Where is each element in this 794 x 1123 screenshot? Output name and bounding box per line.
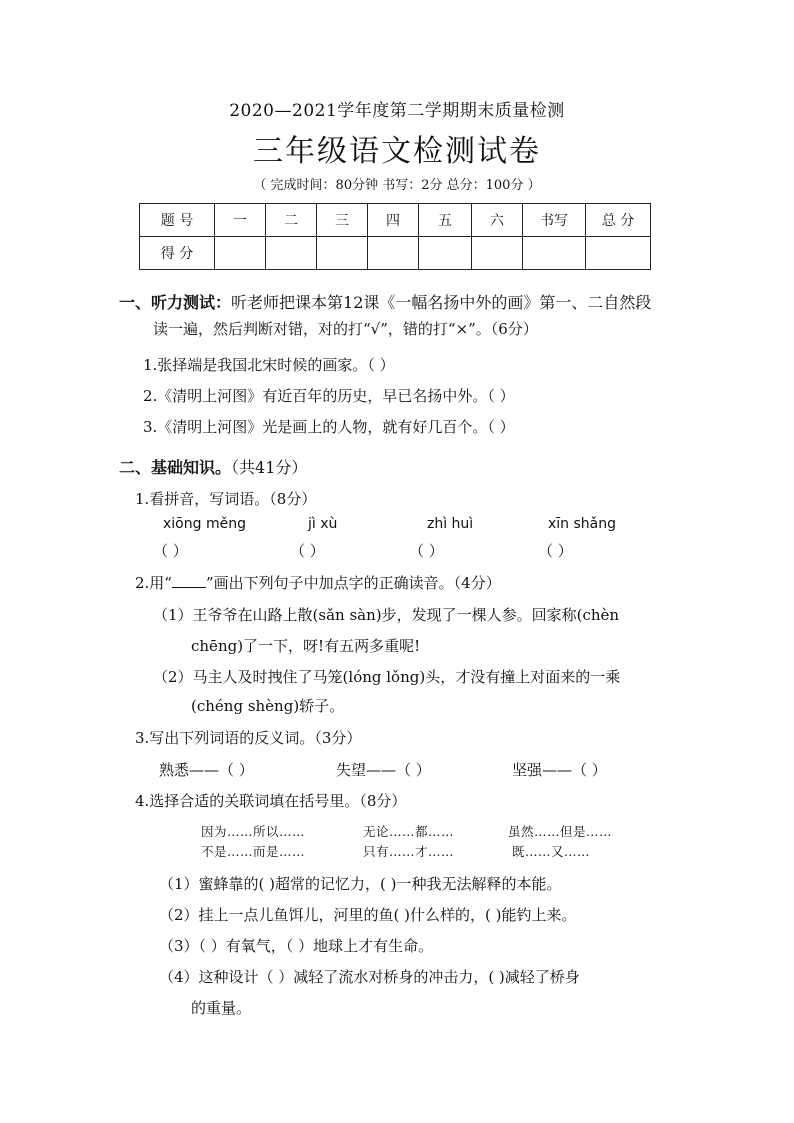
score-table-header-row (140, 204, 651, 237)
q2-sentence2-line2: (chéng shèng)轿子。 (191, 697, 345, 715)
answer-blank[interactable]: （ ） (409, 542, 444, 560)
q4-title: 4.选择合适的关联词填在括号里。（8分） (135, 792, 407, 810)
section1-desc: 听老师把课本第12课《一幅名扬中外的画》第一、二自然段 (231, 293, 652, 312)
conjunction-option: 因为……所以…… (201, 824, 306, 839)
section2-points: （共41分） (231, 458, 308, 477)
q3-title: 3.写出下列词语的反义词。（3分） (135, 729, 362, 747)
q4-sentence4-line2: 的重量。 (191, 999, 252, 1017)
q4-sentence4-line1: （4）这种设计（ ）减轻了流水对桥身的冲击力，( )减轻了桥身 (159, 968, 580, 986)
score-table-cell: 得 分 (140, 237, 215, 270)
pinyin-2: jì xù (308, 516, 338, 532)
q2-sentence2-line1: （2）马主人及时拽住了马笼(lóng lǒng)头，才没有撞上对面来的一乘 (153, 668, 621, 686)
answer-blank[interactable]: （ ） (538, 542, 573, 560)
q2-title (135, 572, 501, 593)
answer-blank[interactable]: （ ） (153, 542, 188, 560)
score-table-cell: 五 (419, 204, 472, 237)
q4-sentence3: （3）（ ）有氧气，（ ）地球上才有生命。 (159, 937, 434, 955)
pinyin-1: xiōng měng (163, 516, 246, 532)
conjunction-option: 不是……而是…… (201, 844, 306, 859)
score-cell-empty[interactable] (266, 237, 317, 270)
section1-name: 听力测试： (151, 293, 232, 312)
q2-title-part-b: ”画出下列句子中加点字的正确读音。（4分） (205, 574, 501, 592)
score-table-cell: 二 (266, 204, 317, 237)
score-table-cell: 六 (472, 204, 523, 237)
pinyin-4: xīn shǎng (548, 516, 617, 532)
listening-item: 1.张择端是我国北宋时候的画家。（ ） (143, 356, 395, 374)
score-cell-empty[interactable] (586, 237, 651, 270)
score-table-cell: 书写 (523, 204, 586, 237)
conjunction-option: 既……又…… (512, 844, 591, 859)
q1-title: 1.看拼音，写词语。（8分） (135, 490, 317, 508)
conjunction-option: 只有……才…… (363, 844, 455, 859)
q2-sentence1-line2: chēng)了一下，呀!有五两多重呢! (191, 637, 421, 655)
score-cell-empty[interactable] (419, 237, 472, 270)
antonym-item[interactable]: 失望——（ ） (336, 761, 431, 779)
q4-sentence1: （1）蜜蜂靠的( )超常的记忆力，( )一种我无法解释的本能。 (159, 875, 562, 893)
section2-name: 基础知识。 (151, 458, 232, 477)
score-table-cell: 题 号 (140, 204, 215, 237)
exam-title: 三年级语文检测试卷 (253, 134, 541, 169)
score-table (139, 203, 651, 270)
score-table-cell: 三 (317, 204, 368, 237)
score-table-cell: 一 (215, 204, 266, 237)
exam-info: （ 完成时间：80分钟 书写：2分 总分：100分 ） (253, 178, 541, 193)
score-cell-empty[interactable] (317, 237, 368, 270)
q2-title-part-a: 2.用“ (135, 574, 172, 592)
section2-heading (119, 455, 307, 478)
pinyin-3: zhì huì (427, 516, 474, 532)
section1-heading (119, 290, 651, 313)
underline-mark (172, 575, 206, 588)
antonym-item[interactable]: 坚强——（ ） (512, 761, 607, 779)
score-table-cell: 四 (368, 204, 419, 237)
answer-blank[interactable]: （ ） (290, 542, 325, 560)
score-table-score-row (140, 237, 651, 270)
listening-item: 3.《清明上河图》光是画上的人物，就有好几百个。（ ） (143, 418, 515, 436)
conjunction-option: 无论……都…… (363, 824, 455, 839)
score-cell-empty[interactable] (523, 237, 586, 270)
score-cell-empty[interactable] (215, 237, 266, 270)
section2-number: 二、 (119, 458, 152, 477)
q2-sentence1-line1: （1）王爷爷在山路上散(sǎn sàn)步，发现了一棵人参。回家称(chèn (153, 606, 620, 624)
exam-subtitle: 2020—2021学年度第二学期期末质量检测 (229, 101, 565, 121)
antonym-item[interactable]: 熟悉——（ ） (159, 761, 254, 779)
score-table-cell: 总 分 (586, 204, 651, 237)
q4-sentence2: （2）挂上一点儿鱼饵儿，河里的鱼( )什么样的，( )能钓上来。 (159, 906, 577, 924)
section1-desc-line2: 读一遍，然后判断对错，对的打“√”，错的打“×”。（6分） (153, 320, 538, 338)
conjunction-option: 虽然……但是…… (508, 824, 613, 839)
score-cell-empty[interactable] (472, 237, 523, 270)
score-cell-empty[interactable] (368, 237, 419, 270)
section1-number: 一、 (119, 293, 152, 312)
listening-item: 2.《清明上河图》有近百年的历史，早已名扬中外。（ ） (143, 387, 515, 405)
